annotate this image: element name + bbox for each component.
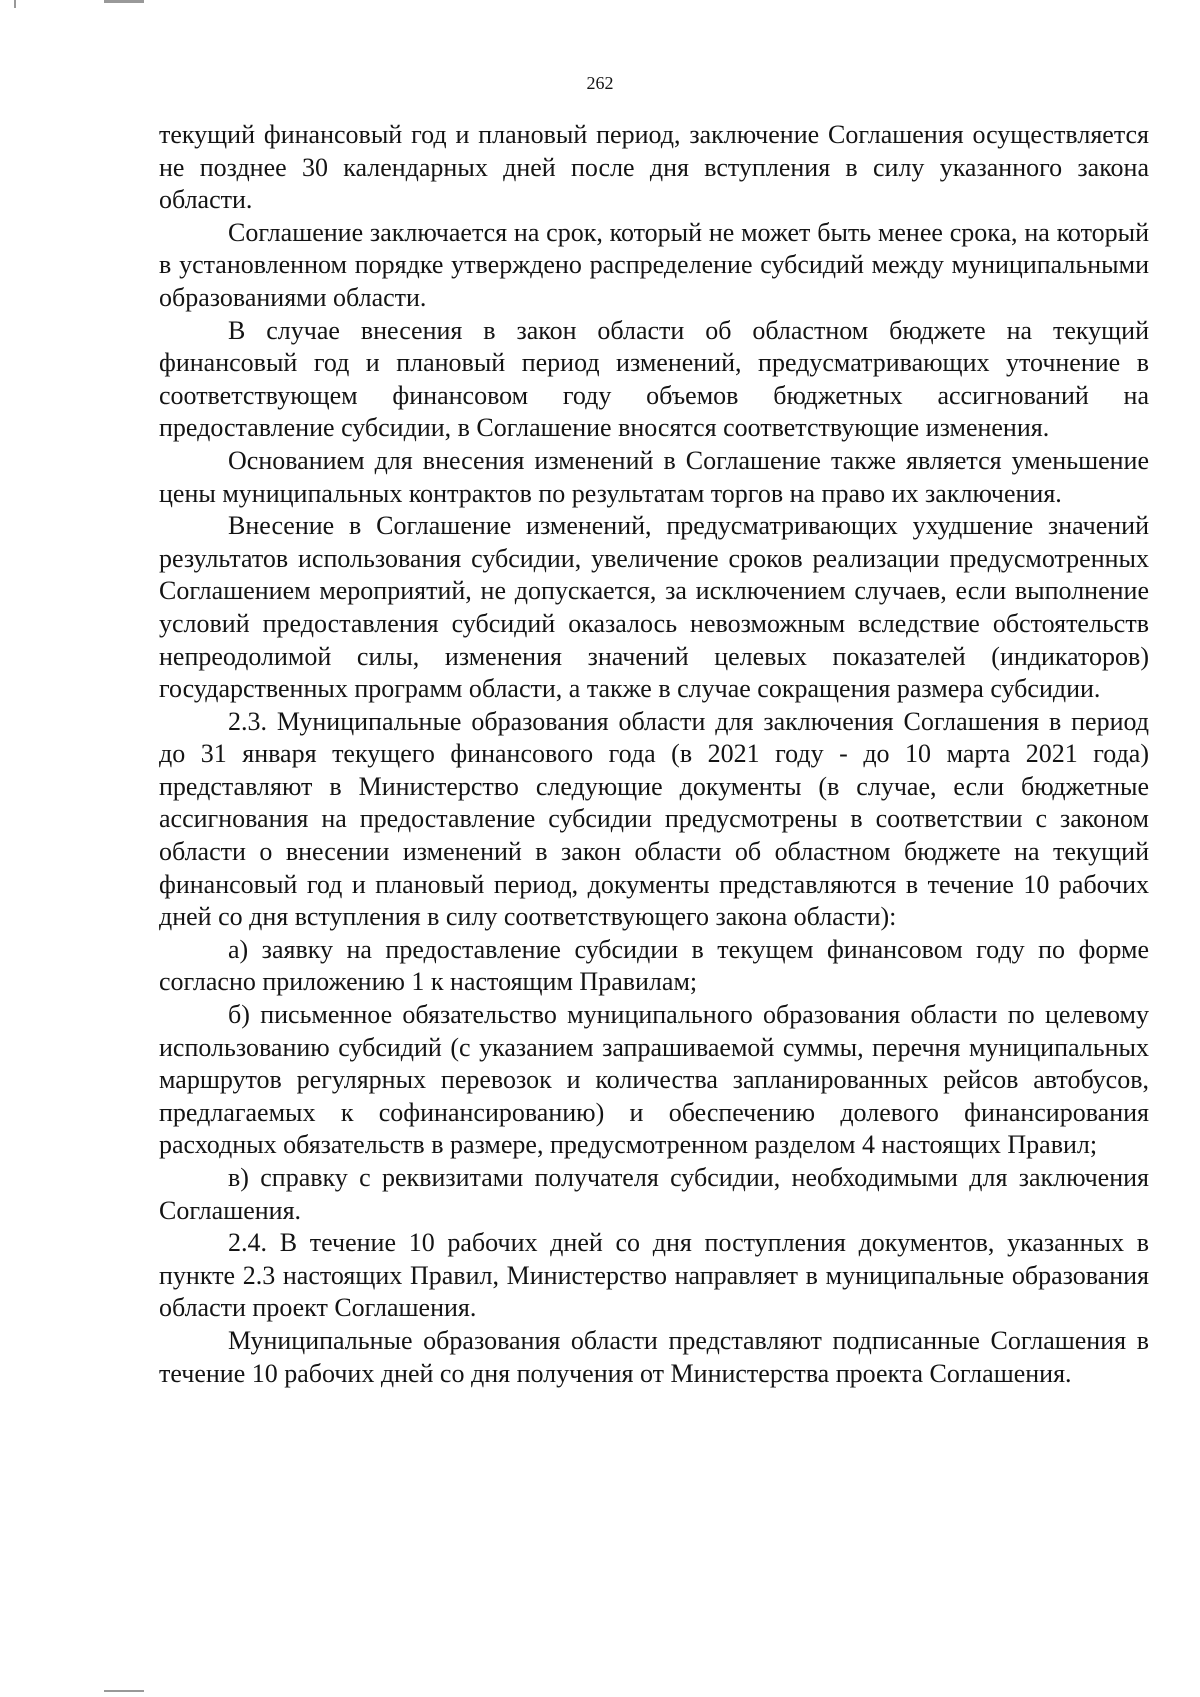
paragraph: В случае внесения в закон области об областном бюджете на текущий финансовый год и плановый период изменений, предусматривающих уточнение в соответствующем финансовом году объемов бюджетных ассигнований на предоставление субсидии, в Соглашение вносятся соответствующие изменения.: [159, 315, 1149, 443]
list-item-a: а) заявку на предоставление субсидии в текущем финансовом году по форме согласно приложению 1 к настоящим Правилам;: [159, 934, 1149, 997]
scan-artifact-bottom: [104, 1690, 144, 1692]
section-2-4: 2.4. В течение 10 рабочих дней со дня поступления документов, указанных в пункте 2.3 настоящих Правил, Министерство направляет в муниципальные образования области проект Соглашения.: [159, 1228, 1149, 1323]
page-number: 262: [586, 73, 614, 93]
paragraph: Основанием для внесения изменений в Соглашение также является уменьшение цены муниципальных контрактов по результатам торгов на право их заключения.: [159, 445, 1149, 508]
list-item-v: в) справку с реквизитами получателя субсидии, необходимыми для заключения Соглашения.: [159, 1163, 1149, 1225]
paragraph: Внесение в Соглашение изменений, предусматривающих ухудшение значений результатов использования субсидии, увеличение сроков реализации предусмотренных Соглашением мероприятий, не допускается, за исключением случаев, если выполнение условий предоставления субсидий оказалось невозможным вследствие обстоятельств непреодолимой силы, изменения значений целевых показателей (индикаторов) государственных программ области, а также в случае сокращения размера субсидии.: [159, 511, 1149, 704]
paragraph: Соглашение заключается на срок, который не может быть менее срока, на который в установленном порядке утверждено распределение субсидий между муниципальными образованиями области.: [159, 217, 1149, 312]
section-2-3: 2.3. Муниципальные образования области для заключения Соглашения в период до 31 января текущего финансового года (в 2021 году - до 10 марта 2021 года) представляют в Министерство следующие документы (в случае, если бюджетные ассигнования на предоставление субсидии предусмотрены в соответствии с законом области о внесении изменений в закон области об областном бюджете на текущий финансовый год и плановый период, документы представляются в течение 10 рабочих дней со дня вступления в силу соответствующего закона области):: [159, 706, 1149, 932]
scan-artifact-top: [104, 0, 144, 3]
document-body: [159, 119, 1149, 1390]
scan-artifact-top: [14, 0, 16, 8]
paragraph: текущий финансовый год и плановый период, заключение Соглашения осуществляется не позднее 30 календарных дней после дня вступления в силу указанного закона области.: [159, 120, 1149, 215]
list-item-b: б) письменное обязательство муниципального образования области по целевому использованию субсидий (с указанием запрашиваемой суммы, перечня муниципальных маршрутов регулярных перевозок и количества запланированных рейсов автобусов, предлагаемых к софинансированию) и обеспечению долевого финансирования расходных обязательств в размере, предусмотренном разделом 4 настоящих Правил;: [159, 1000, 1149, 1160]
paragraph: Муниципальные образования области представляют подписанные Соглашения в течение 10 рабочих дней со дня получения от Министерства проекта Соглашения.: [159, 1325, 1149, 1388]
